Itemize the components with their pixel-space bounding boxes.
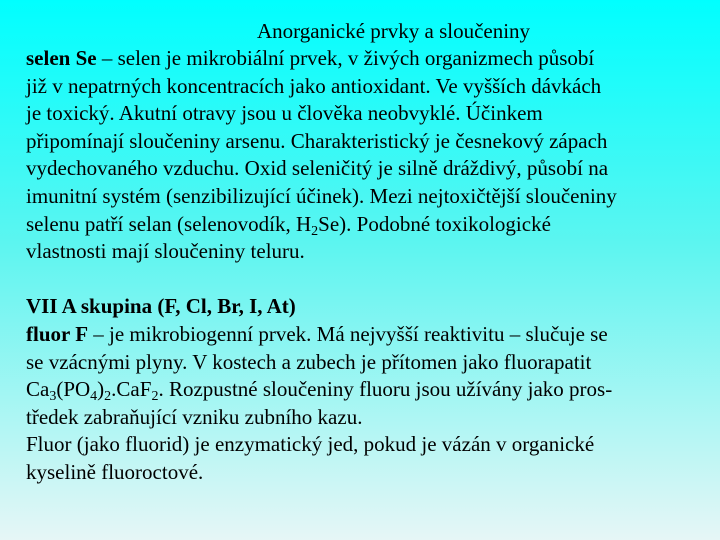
selen-line-2: již v nepatrných koncentracích jako antioxidant. Ve vyšších dávkách	[26, 73, 602, 98]
fluor-line-5: Fluor (jako fluorid) je enzymatický jed, pokud je vázán v organické	[26, 432, 595, 457]
slide-title: Anorganické prvky a sloučeniny	[256, 19, 531, 43]
slide-content	[26, 18, 706, 487]
fluor-line-1: fluor F – je mikrobiogenní prvek. Má nejvyšší reaktivitu – slučuje se	[26, 321, 608, 346]
selen-line-3: je toxický. Akutní otravy jsou u člověka neobvyklé. Účinkem	[26, 101, 543, 126]
fluor-line-6: kyselině fluoroctové.	[26, 459, 204, 484]
group-heading: VII A skupina (F, Cl, Br, I, At)	[26, 294, 296, 319]
selen-paragraph	[26, 45, 706, 266]
fluor-paragraph	[26, 321, 706, 487]
selen-term: selen Se	[26, 46, 97, 70]
selen-line-8: vlastnosti mají sloučeniny teluru.	[26, 239, 305, 264]
fluor-line-3: $Ca_3(PO_4)_2.CaF_2$. Rozpustné sloučeniny fluoru jsou užívány jako pros-	[26, 377, 613, 405]
selen-line-6: imunitní systém (senzibilizující účinek). Mezi nejtoxičtější sloučeniny	[26, 183, 617, 208]
fluor-line-4: tředek zabraňující vzniku zubního kazu.	[26, 404, 363, 429]
spacer	[26, 266, 706, 294]
fluor-line-2: se vzácnými plyny. V kostech a zubech je přítomen jako fluorapatit	[26, 349, 592, 374]
selen-line-7: selenu patří selan (selenovodík, $H_2Se$). Podobné toxikologické	[26, 211, 551, 239]
selen-line-5: vydechovaného vzduchu. Oxid seleničitý je silně dráždivý, působí na	[26, 156, 609, 181]
selen-line-1: selen Se – selen je mikrobiální prvek, v živých organizmech působí	[26, 46, 595, 70]
fluor-term: fluor F	[26, 321, 89, 346]
selen-line-4: připomínají sloučeniny arsenu. Charakteristický je česnekový zápach	[26, 128, 608, 153]
